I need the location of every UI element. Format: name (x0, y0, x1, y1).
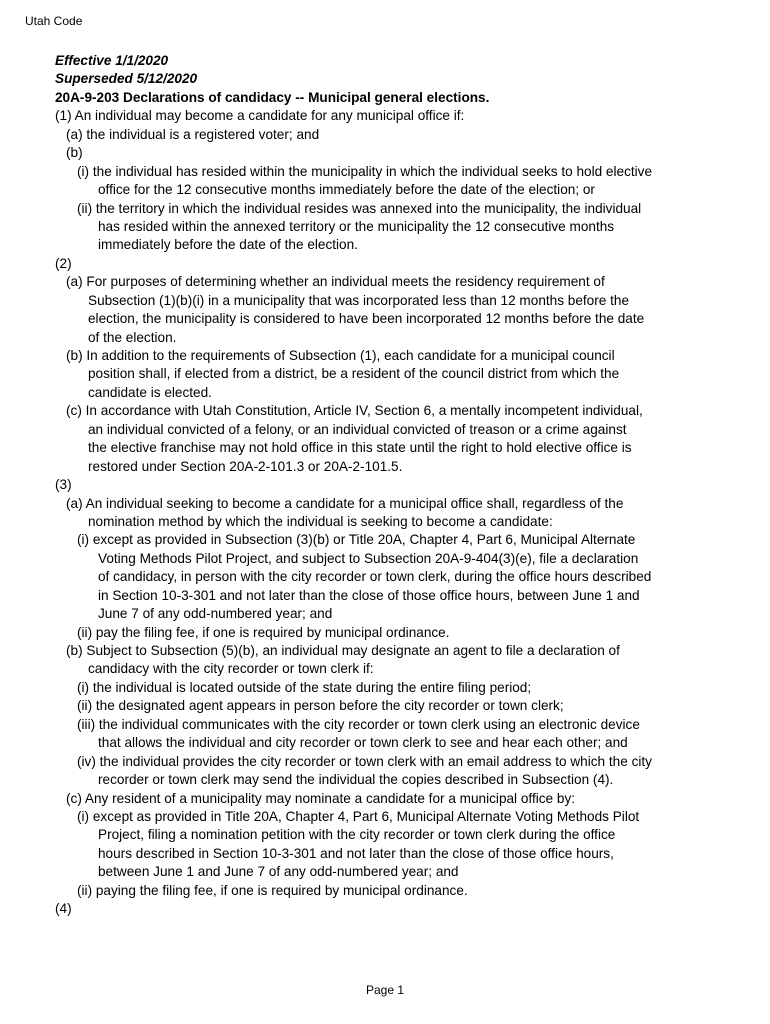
section-title: 20A-9-203 Declarations of candidacy -- Municipal general elections. (55, 89, 490, 105)
text-line: (i) the individual is located outside of the state during the entire filing period; (77, 679, 532, 695)
text-line: (ii) pay the filing fee, if one is required by municipal ordinance. (77, 624, 450, 640)
document-body (55, 52, 745, 919)
text-line: Subsection (1)(b)(i) in a municipality that was incorporated less than 12 months before the (88, 292, 630, 308)
text-line: (a) For purposes of determining whether an individual meets the residency requirement of (66, 274, 605, 290)
text-line: (2) (55, 255, 72, 271)
text-line: Project, filing a nomination petition with the city recorder or town clerk during the office (98, 827, 616, 843)
text-line: (b) In addition to the requirements of Subsection (1), each candidate for a municipal council (66, 348, 615, 363)
text-line: between June 1 and June 7 of any odd-numbered year; and (98, 864, 459, 880)
text-line: in Section 10-3-301 and not later than the close of those office hours, between June 1 and (98, 587, 640, 603)
text-line: election, the municipality is considered to have been incorporated 12 months before the date (88, 311, 645, 327)
text-line: immediately before the date of the election. (98, 237, 358, 253)
text-line: June 7 of any odd-numbered year; and (98, 606, 333, 622)
text-line: (4) (55, 901, 72, 917)
text-line: candidacy with the city recorder or town clerk if: (88, 661, 374, 677)
text-line: an individual convicted of a felony, or an individual convicted of treason or a crime against (88, 421, 627, 437)
text-line: (b) Subject to Subsection (5)(b), an individual may designate an agent to file a declaration of (66, 643, 620, 658)
text-line: restored under Section 20A-2-101.3 or 20A-2-101.5. (88, 458, 403, 474)
text-line: (i) the individual has resided within the municipality in which the individual seeks to hold elective (77, 163, 653, 179)
text-line: hours described in Section 10-3-301 and not later than the close of those office hours, (98, 845, 614, 861)
page-number: Page 1 (365, 983, 405, 997)
text-line: that allows the individual and city recorder or town clerk to see and hear each other; and (98, 735, 628, 751)
text-line: (a) An individual seeking to become a candidate for a municipal office shall, regardless of the (66, 495, 624, 511)
text-line: position shall, if elected from a district, be a resident of the council district from which the (88, 366, 620, 382)
text-line: (3) (55, 477, 72, 493)
text-line: (c) Any resident of a municipality may nominate a candidate for a municipal office by: (66, 790, 576, 806)
text-line: of candidacy, in person with the city recorder or town clerk, during the office hours described (98, 569, 652, 585)
text-line: of the election. (88, 329, 177, 345)
text-line: Voting Methods Pilot Project, and subject to Subsection 20A-9-404(3)(e), file a declaration (98, 550, 639, 566)
text-line: nomination method by which the individual is seeking to become a candidate: (88, 513, 553, 529)
text-line: (iv) the individual provides the city recorder or town clerk with an email address to which the city (77, 753, 652, 769)
text-line: (i) except as provided in Title 20A, Chapter 4, Part 6, Municipal Alternate Voting Methods Pilot (77, 808, 640, 824)
text-line: recorder or town clerk may send the individual the copies described in Subsection (4). (98, 772, 614, 788)
text-line: office for the 12 consecutive months immediately before the date of the election; or (98, 182, 595, 198)
effective-date: Effective 1/1/2020 (55, 53, 169, 68)
text-line: candidate is elected. (88, 384, 212, 400)
text-line: (ii) the designated agent appears in person before the city recorder or town clerk; (77, 698, 564, 714)
text-line: the elective franchise may not hold office in this state until the right to hold elective office is (88, 440, 632, 456)
text-line: (ii) paying the filing fee, if one is required by municipal ordinance. (77, 882, 468, 898)
text-line: (ii) the territory in which the individual resides was annexed into the municipality, the individual (77, 200, 642, 216)
text-line: (c) In accordance with Utah Constitution, Article IV, Section 6, a mentally incompetent individual, (66, 403, 643, 419)
document-header: Utah Code (25, 14, 83, 28)
text-line: (b) (66, 145, 83, 161)
text-line: (i) except as provided in Subsection (3)(b) or Title 20A, Chapter 4, Part 6, Municipal Alternate (77, 532, 636, 548)
text-line: (a) the individual is a registered voter; and (66, 126, 320, 142)
text-line: has resided within the annexed territory or the municipality the 12 consecutive months (98, 218, 615, 234)
superseded-date: Superseded 5/12/2020 (55, 71, 198, 87)
text-line: (iii) the individual communicates with the city recorder or town clerk using an electronic device (77, 716, 640, 732)
text-line: (1) An individual may become a candidate for any municipal office if: (55, 108, 465, 124)
